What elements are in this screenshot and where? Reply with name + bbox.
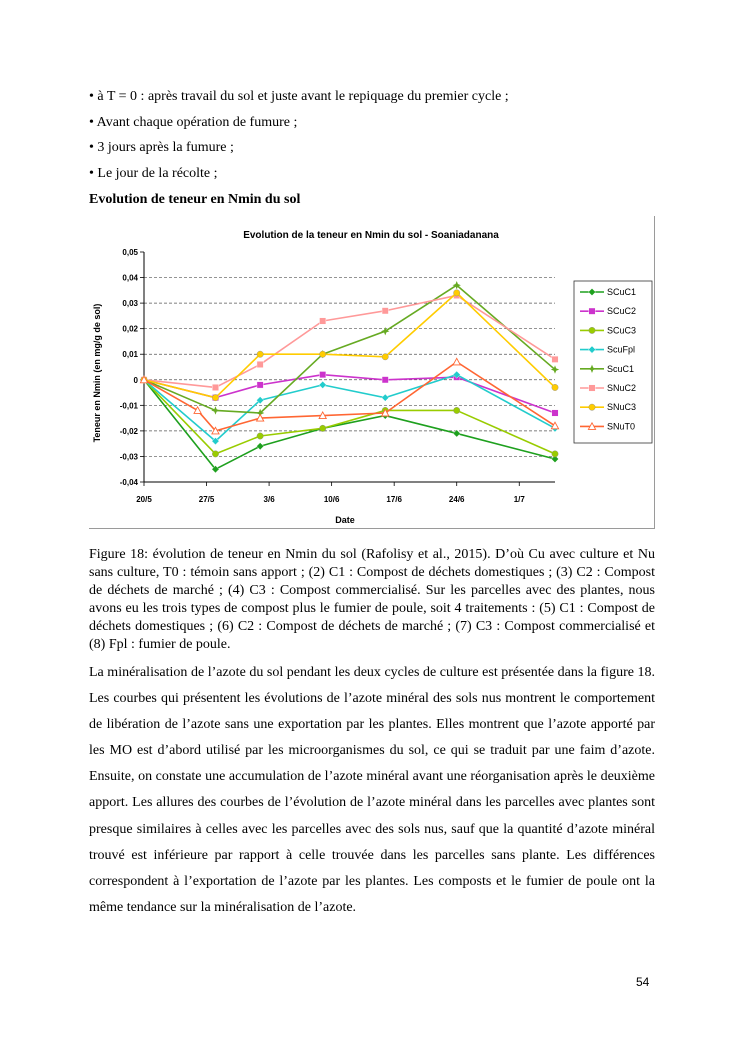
series-SNuC3 [141, 290, 558, 401]
legend-marker [589, 385, 595, 391]
data-point [382, 308, 388, 314]
chart-title: Evolution de la teneur en Nmin du sol - Soaniadanana [243, 230, 499, 241]
series-line [144, 295, 555, 387]
data-point [453, 358, 460, 365]
data-point [212, 384, 218, 390]
x-tick-label: 3/6 [263, 495, 275, 504]
bullet-item: • 3 jours après la fumure ; [89, 140, 234, 155]
data-point [319, 425, 325, 431]
data-point [257, 382, 263, 388]
data-point [257, 433, 263, 439]
data-point [552, 356, 558, 362]
bullet-list [89, 88, 659, 190]
bullet-item: • à T = 0 : après travail du sol et juste avant le repiquage du premier cycle ; [89, 89, 509, 104]
data-point [381, 327, 389, 335]
data-point [382, 354, 388, 360]
data-point [552, 410, 558, 416]
y-tick-label: 0,03 [122, 299, 138, 309]
x-tick-label: 17/6 [386, 495, 402, 504]
y-tick-label: 0,05 [122, 248, 138, 257]
series-ScuFpl [140, 371, 558, 445]
y-axis-label: Teneur en Nmin (en mg/g de sol) [92, 303, 102, 443]
x-axis-label: Date [335, 515, 355, 525]
legend-marker [589, 404, 595, 410]
data-point [257, 361, 263, 367]
legend-label: SNuC3 [607, 402, 637, 413]
y-tick-label: -0,04 [119, 478, 138, 487]
data-point [382, 394, 389, 401]
legend-label: SCuC2 [607, 306, 637, 317]
page-number: 54 [636, 975, 650, 989]
data-point [382, 377, 388, 383]
y-tick-label: 0,02 [122, 324, 138, 334]
series-line [144, 380, 555, 469]
x-tick-label: 20/5 [136, 495, 152, 504]
series-line [144, 293, 555, 398]
data-point [212, 394, 218, 400]
y-tick-label: 0 [133, 375, 138, 385]
data-point [194, 407, 201, 414]
series-SNuC2 [141, 292, 558, 390]
figure-caption: Figure 18: évolution de teneur en Nmin du sol (Rafolisy et al., 2015). D’où Cu avec culture et Nu sans culture, T0 : témoin sans apport ; (2) C1 : Compost de déchets domestiques ; (3) C2 : Compost de déchets de marché ; (4) C3 : Compost commercialisé. Sur les parcelles avec des plantes, nous avons eu les trois types de compost plus le fumier de poule, soit 4 traitements : (5) C1 : Compost de déchets domestiques ; (6) C2 : Compost de déchets de marché ; (7) C3 : Compost commercialisé et (8) Fpl : fumier de poule. [89, 547, 655, 652]
data-point [211, 406, 219, 414]
legend-label: SCuC3 [607, 325, 637, 336]
legend-label: SCuC1 [607, 287, 637, 297]
bullet-item: • Avant chaque opération de fumure ; [89, 114, 298, 130]
line-chart [89, 216, 655, 529]
y-tick-label: 0,04 [122, 273, 138, 283]
legend-marker [589, 327, 595, 333]
legend-label: SNuT0 [607, 421, 636, 432]
data-point [552, 384, 558, 390]
data-point [319, 371, 325, 377]
chart-frame [89, 216, 655, 529]
data-point [257, 443, 264, 450]
x-tick-label: 10/6 [323, 495, 340, 504]
legend-label: ScuFpl [607, 344, 636, 355]
data-point [551, 422, 558, 429]
legend-label: ScuC1 [607, 363, 635, 374]
y-tick-label: -0,02 [119, 426, 138, 436]
data-point [319, 351, 325, 357]
x-tick-label: 1/7 [513, 495, 525, 504]
y-tick-label: -0,03 [119, 452, 138, 462]
body-paragraph: La minéralisation de l’azote du sol pendant les deux cycles de culture est présentée dans la figure 18. Les courbes qui présentent les évolutions de l’azote minéral des sols nus montrent le comportement de libération de l’azote sans une exportation par les plantes. Elles montrent que l’azote apporté par les MO est d’abord utilisé par les microorganismes du sol, ce qui se traduit par une faim d’azote. Ensuite, on constate une accumulation de l’azote minéral avant une réorganisation après le deuxième apport. Les allures des courbes de l’évolution de l’azote minéral dans les parcelles avec plantes sont presque similaires à celles avec les parcelles avec des sols nus, sauf que la quantité d’azote minéral trouvé est inférieure par rapport à celle trouvée dans les parcelles sans plante. Les différences correspondent à l’exportation de l’azote par les plantes. Les composts et le fumier de poule ont la même tendance sur la minéralisation de l’azote. [89, 665, 655, 915]
data-point [257, 351, 263, 357]
y-tick-label: 0,01 [122, 350, 138, 360]
x-tick-label: 24/6 [448, 495, 465, 504]
data-point [319, 318, 325, 324]
legend-marker [589, 308, 595, 314]
data-point [454, 407, 460, 413]
x-tick-label: 27/5 [198, 495, 215, 504]
data-point [212, 451, 218, 457]
legend-label: SNuC2 [607, 383, 637, 393]
data-point [454, 290, 460, 296]
data-point [319, 381, 326, 388]
bullet-item: • Le jour de la récolte ; [89, 165, 218, 181]
section-heading: Evolution de teneur en Nmin du sol [89, 192, 301, 207]
y-tick-label: -0,01 [119, 401, 138, 411]
data-point [552, 451, 558, 457]
